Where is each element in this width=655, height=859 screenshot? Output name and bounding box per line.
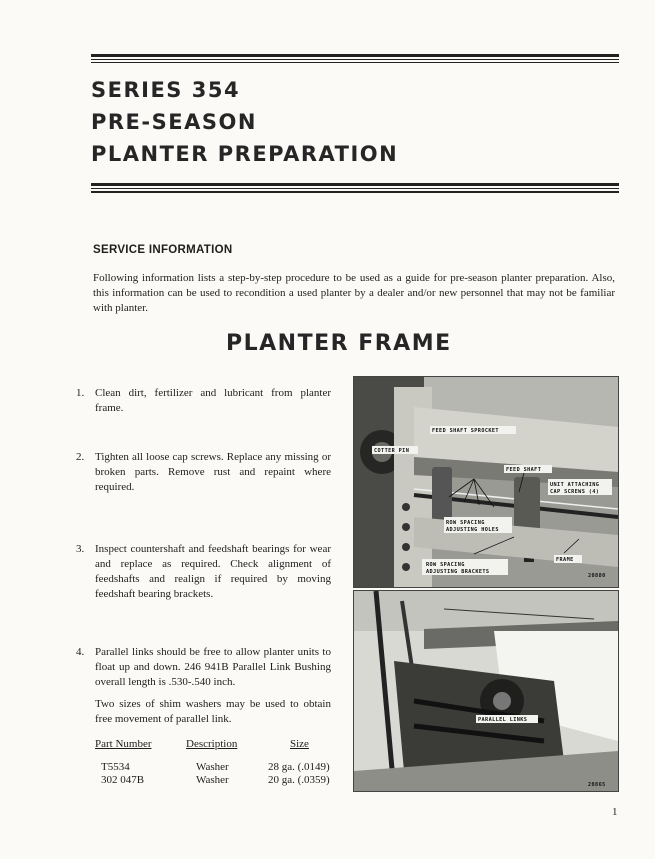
top-rule	[91, 54, 619, 65]
label-row-spacing-brackets-1: ROW SPACING	[426, 562, 465, 568]
step-text: Parallel links should be free to allow planter units to float up and down. 246 941B Parallel Link Bushing overall length is .530-.540 inch.	[95, 646, 331, 688]
table-header-part-number: Part Number	[95, 738, 152, 750]
table-cell-description: Washer	[196, 761, 229, 773]
title-line-1: SERIES 354	[91, 78, 241, 102]
label-unit-attaching-1: UNIT ATTACHING	[550, 482, 600, 488]
figure1-code: 20880	[588, 573, 606, 579]
label-frame: FRAME	[556, 557, 574, 563]
table-cell-part: T5534	[101, 761, 130, 773]
step-number: 2.	[76, 451, 85, 463]
table-cell-size: 20 ga. (.0359)	[268, 774, 330, 786]
label-unit-attaching-2: CAP SCREWS (4)	[550, 489, 600, 495]
frame-photo	[353, 376, 619, 588]
service-heading: SERVICE INFORMATION	[93, 244, 233, 256]
step-number: 1.	[76, 387, 85, 399]
label-feed-shaft-sprocket: FEED SHAFT SPROCKET	[432, 428, 499, 434]
step-number: 3.	[76, 543, 85, 555]
step-text: Clean dirt, fertilizer and lubricant from planter frame.	[95, 387, 331, 414]
page-number: 1	[612, 806, 618, 818]
label-row-spacing-holes-2: ADJUSTING HOLES	[446, 527, 499, 533]
table-cell-part: 302 047B	[101, 774, 145, 786]
step-number: 4.	[76, 646, 85, 658]
title-line-3: PLANTER PREPARATION	[91, 142, 399, 166]
step-note: Two sizes of shim washers may be used to obtain free movement of parallel link.	[95, 698, 331, 725]
step-text: Tighten all loose cap screws. Replace any missing or broken parts. Remove rust and repaint where required.	[95, 451, 331, 493]
label-parallel-links: PARALLEL LINKS	[478, 717, 528, 723]
table-header-description: Description	[186, 738, 238, 750]
title-bottom-rule	[91, 183, 619, 195]
table-cell-size: 28 ga. (.0149)	[268, 761, 330, 773]
table-header-size: Size	[290, 738, 309, 750]
step-text: Inspect countershaft and feedshaft bearings for wear and replace as required. Check alignment of feedshafts and realign if required by moving feedshaft bearing brackets.	[95, 543, 331, 600]
label-feed-shaft: FEED SHAFT	[506, 467, 542, 473]
table-cell-description: Washer	[196, 774, 229, 786]
service-body: Following information lists a step-by-step procedure to be used as a guide for pre-season planter preparation. Also, this information can be used to recondition a used planter by a dealer and/or new personnel that may not be familiar with planter.	[93, 272, 615, 314]
label-cotter-pin: COTTER PIN	[374, 448, 410, 454]
parallel-links-photo	[353, 590, 619, 792]
figure2-code: 20865	[588, 782, 606, 788]
label-row-spacing-holes-1: ROW SPACING	[446, 520, 485, 526]
section-title: PLANTER FRAME	[226, 331, 452, 356]
title-line-2: PRE-SEASON	[91, 110, 257, 134]
label-row-spacing-brackets-2: ADJUSTING BRACKETS	[426, 569, 490, 575]
